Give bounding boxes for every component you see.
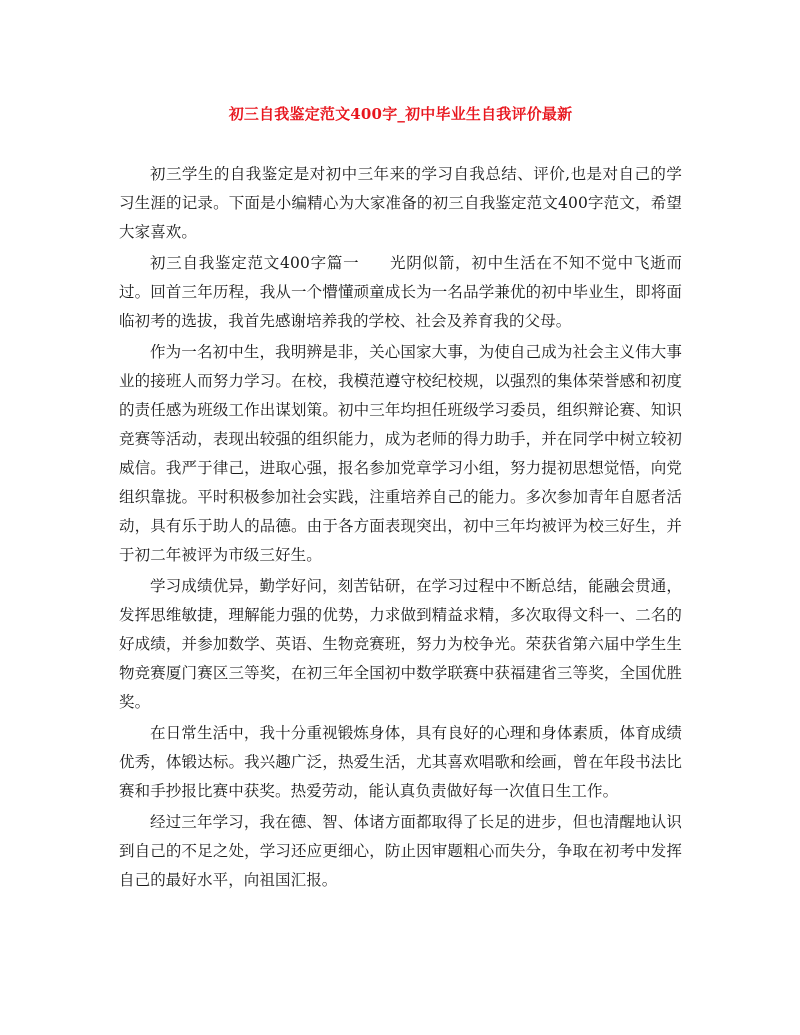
intro-paragraph: 初三学生的自我鉴定是对初中三年来的学习自我总结、评价,也是对自己的学习生涯的记录。下面是小编精心为大家准备的初三自我鉴定范文400字范文，希望大家喜欢。 bbox=[119, 165, 682, 241]
body-paragraph-life: 在日常生活中，我十分重视锻炼身体，具有良好的心理和身体素质，体育成绩优秀，体锻达标。我兴趣广泛，热爱生活，尤其喜欢唱歌和绘画，曾在年段书法比赛和手抄报比赛中获奖。热爱劳动，能认真负责做好每一次值日生工作。 bbox=[119, 724, 682, 800]
section-paragraph bbox=[119, 249, 682, 338]
body-paragraph-study: 学习成绩优异，勤学好问，刻苦钻研，在学习过程中不断总结，能融会贯通，发挥思维敏捷，理解能力强的优势，力求做到精益求精，多次取得文科一、二名的好成绩，并参加数学、英语、生物竞赛班，努力为校争光。荣获省第六届中学生生物竞赛厦门赛区三等奖，在初三年全国初中数学联赛中获福建省三等奖，全国优胜奖。 bbox=[119, 577, 682, 711]
section-heading: 初三自我鉴定范文400字篇一 bbox=[150, 254, 360, 272]
document-title: 初三自我鉴定范文400字_初中毕业生自我评价最新 bbox=[228, 105, 573, 123]
document-body bbox=[119, 160, 682, 897]
body-paragraph-conclusion: 经过三年学习，我在德、智、体诸方面都取得了长足的进步，但也清醒地认识到自己的不足之处，学习还应更细心，防止因审题粗心而失分，争取在初考中发挥自己的最好水平，向祖国汇报。 bbox=[119, 813, 682, 889]
section-opening-text: 光阴似箭，初中生活在不知不觉中飞逝而过。回首三年历程，我从一个懵懂顽童成长为一名品学兼优的初中毕业生，即将面临初考的选拔，我首先感谢培养我的学校、社会及养育我的父母。 bbox=[119, 254, 682, 330]
body-paragraph-conduct: 作为一名初中生，我明辨是非，关心国家大事，为使自己成为社会主义伟大事业的接班人而努力学习。在校，我模范遵守校纪校规，以强烈的集体荣誉感和初度的责任感为班级工作出谋划策。初中三年均担任班级学习委员，组织辩论赛、知识竞赛等活动，表现出较强的组织能力，成为老师的得力助手，并在同学中树立较初威信。我严于律己，进取心强，报名参加党章学习小组，努力提初思想觉悟，向党组织靠拢。平时积极参加社会实践，注重培养自己的能力。多次参加青年自愿者活动，具有乐于助人的品德。由于各方面表现突出，初中三年均被评为校三好生，并于初二年被评为市级三好生。 bbox=[119, 343, 682, 564]
